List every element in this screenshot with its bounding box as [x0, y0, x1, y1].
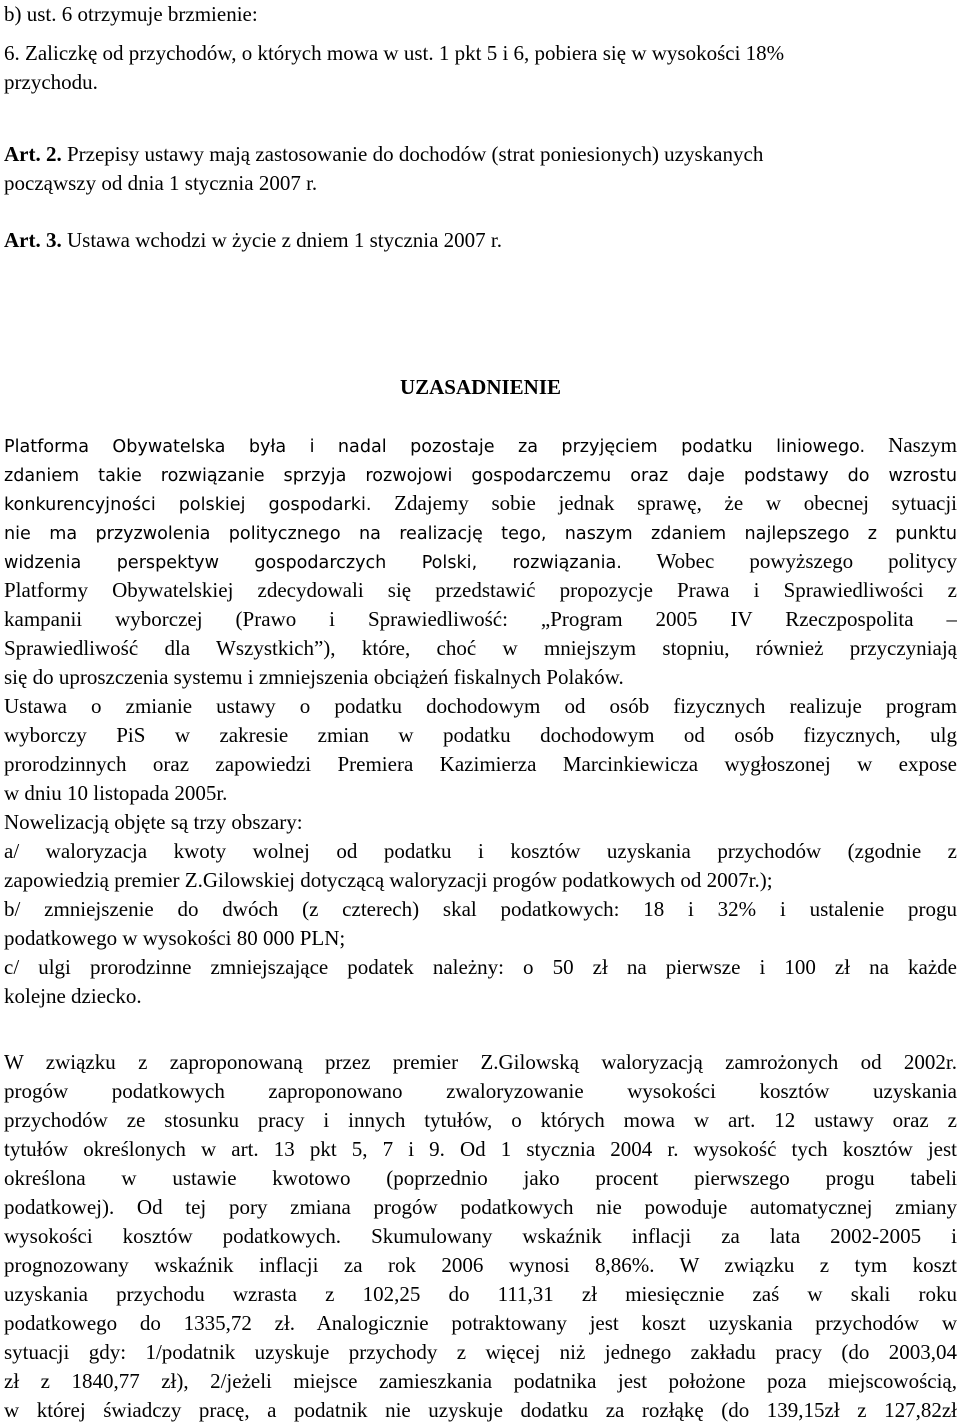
section-heading: UZASADNIENIE: [399, 375, 562, 399]
body-line-segment: nie ma przyzwolenia politycznego na realizację tego, naszym zdaniem najlepszego z punktu: [4, 524, 957, 544]
intro-line-3: przychodu.: [4, 70, 98, 94]
body-line-segment: kampanii wyborczej (Prawo i Sprawiedliwość: „Program 2005 IV Rzeczpospolita –: [4, 607, 957, 631]
body-line: [4, 866, 957, 895]
body2-line: w której świadczy pracę, a podatnik nie uzyskuje dodatku za rozłąkę (do 139,15zł z 127,82zł: [4, 1398, 957, 1422]
body-line: [4, 808, 957, 837]
body-line-segment: Nowelizacją objęte są trzy obszary:: [4, 810, 303, 834]
body-line-segment: Platformy Obywatelskiej zdecydowali się przedstawić propozycje Prawa i Sprawiedliwości z: [4, 578, 957, 602]
body-line-segment: w dniu 10 listopada 2005r.: [4, 781, 228, 805]
body-line-segment: Sprawiedliwość dla Wszystkich”), które, choć w mniejszym stopniu, również przyczyniają: [4, 636, 957, 660]
body-line-segment: Naszym: [865, 433, 957, 457]
body-line: [4, 518, 957, 547]
justification-body: [4, 431, 957, 1011]
body-line: [4, 547, 957, 576]
justification-body-2: [4, 1048, 957, 1425]
body-line: [4, 605, 957, 634]
body2-line: tytułów określonych w art. 13 pkt 5, 7 i 9. Od 1 stycznia 2004 r. wysokość tych kosztów jest: [4, 1137, 957, 1161]
body-line-segment: zapowiedzią premier Z.Gilowskiej dotyczącą waloryzacji progów podatkowych od 2007r.);: [4, 868, 773, 892]
body-line-segment: c/ ulgi prorodzinne zmniejszające podatek należny: o 50 zł na pierwsze i 100 zł na każde: [4, 955, 957, 979]
body-line-segment: konkurencyjności polskiej gospodarki.: [4, 495, 372, 515]
body-line: [4, 692, 957, 721]
art2-line-2: począwszy od dnia 1 stycznia 2007 r.: [4, 171, 318, 195]
body-line: [4, 663, 957, 692]
body-line-segment: prorodzinnych oraz zapowiedzi Premiera Kazimierza Marcinkiewicza wygłoszonej w expose: [4, 752, 957, 776]
body2-line: przychodów ze stosunku pracy i innych tytułów, o których mowa w art. 12 ustawy oraz z: [4, 1108, 957, 1132]
body-line-segment: b/ zmniejszenie do dwóch (z czterech) skal podatkowych: 18 i 32% i ustalenie progu: [4, 897, 957, 921]
art2-label: Art. 2.: [4, 142, 62, 166]
body2-line: wysokości kosztów podatkowych. Skumulowany wskaźnik inflacji za lata 2002-2005 i: [4, 1224, 957, 1248]
body-line: [4, 895, 957, 924]
body-line-segment: widzenia perspektyw gospodarczych Polski, rozwiązania.: [4, 553, 622, 573]
body-line: [4, 750, 957, 779]
body-line-segment: a/ waloryzacja kwoty wolnej od podatku i kosztów uzyskania przychodów (zgodnie z: [4, 839, 957, 863]
body2-line: uzyskania przychodu wzrasta z 102,25 do 111,31 zł miesięcznie zaś w skali roku: [4, 1282, 957, 1306]
body2-line: podatkowej). Od tej pory zmiana progów podatkowych nie powoduje automatycznej zmiany: [4, 1195, 957, 1219]
body-line-segment: kolejne dziecko.: [4, 984, 142, 1008]
body-line: [4, 576, 957, 605]
body-line-segment: się do uproszczenia systemu i zmniejszenia obciążeń fiskalnych Polaków.: [4, 665, 624, 689]
body2-line: W związku z zaproponowaną przez premier Z.Gilowską waloryzacją zamrożonych od 2002r.: [4, 1050, 957, 1074]
body-line-segment: zdaniem takie rozwiązanie sprzyja rozwojowi gospodarczemu oraz daje podstawy do wzrostu: [4, 466, 957, 486]
art2-text: Przepisy ustawy mają zastosowanie do dochodów (strat poniesionych) uzyskanych: [61, 142, 764, 166]
body-line: [4, 721, 957, 750]
intro-line-2: 6. Zaliczkę od przychodów, o których mowa w ust. 1 pkt 5 i 6, pobiera się w wysokości 18%: [4, 41, 785, 65]
body2-line: progów podatkowych zaproponowano zwaloryzowanie wysokości kosztów uzyskania: [4, 1079, 957, 1103]
body-line-segment: Platforma Obywatelska była i nadal pozostaje za przyjęciem podatku liniowego.: [4, 437, 866, 457]
body-line-segment: Zdajemy sobie jednak sprawę, że w obecnej sytuacji: [371, 491, 957, 515]
intro-line-1: b) ust. 6 otrzymuje brzmienie:: [4, 2, 258, 26]
body-line-segment: podatkowego w wysokości 80 000 PLN;: [4, 926, 346, 950]
art2-line-1: [4, 140, 763, 169]
art3-line: [4, 226, 502, 255]
body2-line: podatkowego do 1335,72 zł. Analogicznie potraktowany jest koszt uzyskania przychodów w: [4, 1311, 957, 1335]
body2-line: określona w ustawie kwotowo (poprzednio jako procent pierwszego progu tabeli: [4, 1166, 957, 1190]
body-line: [4, 953, 957, 982]
body-line-segment: Ustawa o zmianie ustawy o podatku dochodowym od osób fizycznych realizuje program: [4, 694, 957, 718]
body-line: [4, 431, 957, 460]
body-line: [4, 837, 957, 866]
body2-line: zł z 1840,77 zł), 2/jeżeli miejsce zamieszkania podatnika jest położone poza miejscowością,: [4, 1369, 957, 1393]
body-line: [4, 779, 957, 808]
body-line-segment: wyborczy PiS w zakresie zmian w podatku dochodowym od osób fizycznych, ulg: [4, 723, 957, 747]
body-line: [4, 489, 957, 518]
body-line: [4, 924, 957, 953]
body-line: [4, 982, 957, 1011]
body2-line: prognozowany wskaźnik inflacji za rok 2006 wynosi 8,86%. W związku z tym koszt: [4, 1253, 957, 1277]
art3-text: Ustawa wchodzi w życie z dniem 1 stycznia 2007 r.: [61, 228, 503, 252]
art3-label: Art. 3.: [4, 228, 62, 252]
body-line-segment: Wobec powyższego politycy: [621, 549, 957, 573]
body-line: [4, 634, 957, 663]
body2-line: sytuacji gdy: 1/podatnik uzyskuje przychody z więcej niż jednego zakładu pracy (do 2003,04: [4, 1340, 957, 1364]
body-line: [4, 460, 957, 489]
